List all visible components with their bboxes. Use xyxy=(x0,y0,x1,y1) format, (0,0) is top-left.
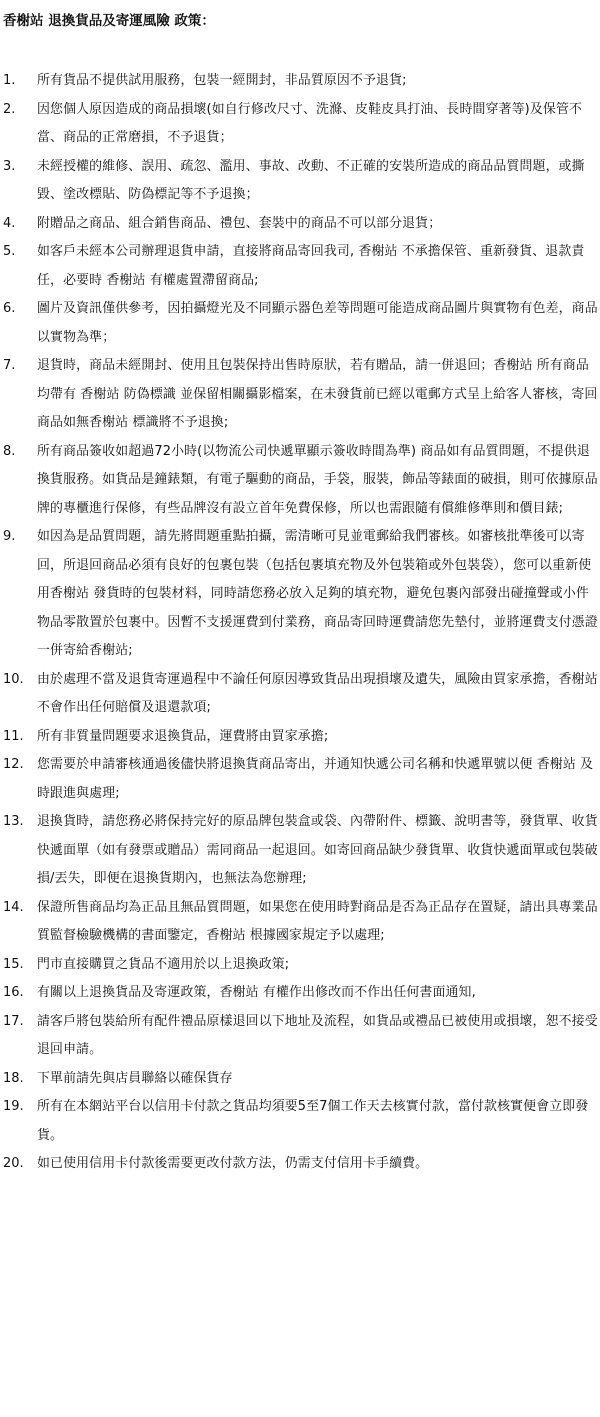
list-item xyxy=(0,979,600,1008)
item-text: 未經授權的維修、誤用、疏忽、濫用、事故、改動、不正確的安裝所造成的商品品質問題，或撕毀、塗改標貼、防偽標記等不予退換； xyxy=(37,158,585,202)
policy-list xyxy=(0,67,600,1179)
item-number: 12. xyxy=(3,757,24,772)
list-item xyxy=(0,894,600,951)
item-text: 退貨時，商品未經開封、使用且包裝保持出售時原狀，若有贈品，請一併退回；香榭站 所有商品均帶有 香榭站 防偽標識 並保留相關攝影檔案，在未發貨前已經以電郵方式呈上給客人審核，寄回商品如無香榭站 標識將不予退換; xyxy=(37,358,598,430)
item-number: 1. xyxy=(3,73,16,88)
item-text: 退換貨時，請您務必將保持完好的原品牌包裝盒或袋、內帶附件、標籤、說明書等，發貨單、收貨快遞面單（如有發票或贈品）需同商品一起退回。如寄回商品缺少發貨單、收貨快遞面單或包裝破損/丟失，即便在退換貨期內，也無法為您辦理; xyxy=(37,814,598,886)
item-text: 如客戶未經本公司辦理退貨申請，直接將商品寄回我司, 香榭站 不承擔保管、重新發貨、退款責任，必要時 香榭站 有權處置滯留商品; xyxy=(37,244,585,288)
item-text: 下單前請先與店員聯絡以確保貨存 xyxy=(37,1070,233,1086)
list-item xyxy=(0,523,600,666)
item-text: 附贈品之商品、組合銷售商品、禮包、套裝中的商品不可以部分退貨； xyxy=(37,215,442,231)
item-number: 15. xyxy=(3,956,24,972)
list-item xyxy=(0,1093,600,1150)
list-item xyxy=(0,238,600,295)
item-number: 10. xyxy=(3,671,24,687)
item-text: 圖片及資訊僅供參考，因拍攝燈光及不同顯示器色差等問題可能造成商品圖片與實物有色差，商品以實物為準； xyxy=(37,301,598,345)
item-text: 所有非質量問題要求退換貨品，運費將由買家承擔; xyxy=(37,728,329,744)
item-number: 2. xyxy=(3,101,16,117)
item-number: 16. xyxy=(3,985,24,1000)
list-item xyxy=(0,666,600,723)
list-item xyxy=(0,295,600,352)
list-item xyxy=(0,210,600,239)
list-item xyxy=(0,808,600,894)
item-text: 請客戶將包裝給所有配件禮品原樣退回以下地址及流程，如貨品或禮品已被使用或損壞，恕不接受退回申請。 xyxy=(37,1013,598,1057)
item-number: 17. xyxy=(3,1013,24,1029)
item-text: 所有在本網站平台以信用卡付款之貨品均須要5至7個工作天去核實付款，當付款核實便會立即發貨。 xyxy=(37,1099,589,1143)
list-item xyxy=(0,153,600,210)
item-number: 20. xyxy=(3,1156,24,1171)
item-number: 13. xyxy=(3,814,24,829)
list-item xyxy=(0,723,600,752)
list-item xyxy=(0,67,600,96)
item-text: 因您個人原因造成的商品損壞(如自行修改尺寸、洗滌、皮鞋皮具打油、長時間穿著等)及保管不當、商品的正常磨損，不予退貨； xyxy=(37,101,583,145)
item-number: 9. xyxy=(3,529,16,544)
list-item xyxy=(0,751,600,808)
item-number: 19. xyxy=(3,1099,24,1114)
item-text: 保證所售商品均為正品且無品質問題，如果您在使用時對商品是否為正品存在置疑，請出具專業品質監督檢驗機構的書面鑒定，香榭站 根據國家規定予以處理; xyxy=(37,899,598,943)
list-item xyxy=(0,1150,600,1179)
item-number: 11. xyxy=(3,728,24,744)
item-number: 5. xyxy=(3,244,16,259)
list-item xyxy=(0,352,600,438)
item-text: 所有貨品不提供試用服務，包裝一經開封，非品質原因不予退貨; xyxy=(37,73,407,88)
item-number: 3. xyxy=(3,158,16,174)
item-text: 您需要於申請審核通過後儘快將退換貨商品寄出，并通知快遞公司名稱和快遞單號以便 香榭站 及時跟進與處理; xyxy=(37,757,594,801)
list-item xyxy=(0,438,600,524)
item-number: 8. xyxy=(3,443,16,459)
item-number: 18. xyxy=(3,1070,24,1086)
item-number: 7. xyxy=(3,358,16,373)
list-item xyxy=(0,951,600,980)
item-number: 6. xyxy=(3,301,16,316)
list-item xyxy=(0,1065,600,1094)
list-item xyxy=(0,96,600,153)
item-text: 由於處理不當及退貨寄運過程中不論任何原因導致貨品出現損壞及遺失，風險由買家承擔，香榭站 不會作出任何賠償及退還款項; xyxy=(37,671,598,715)
item-text: 有關以上退換貨品及寄運政策，香榭站 有權作出修改而不作出任何書面通知, xyxy=(37,985,476,1000)
item-text: 所有商品簽收如超過72小時(以物流公司快遞單顯示簽收時間為準) 商品如有品質問題，不提供退換貨服務。如貨品是鐘錶類，有電子驅動的商品，手袋，服裝，飾品等錶面的破損，則可依據原品牌的專櫃進行保修，有些品牌沒有設立首年免費保修，所以也需跟隨有償維修準則和價目錶; xyxy=(37,443,598,516)
item-text: 門市直接購買之貨品不適用於以上退換政策; xyxy=(37,956,290,972)
item-number: 14. xyxy=(3,899,24,915)
item-number: 4. xyxy=(3,215,16,231)
item-text: 如已使用信用卡付款後需要更改付款方法，仍需支付信用卡手續費。 xyxy=(37,1156,429,1171)
item-text: 如因為是品質問題，請先將問題重點拍攝，需清晰可見並電郵給我們審核。如審核批準後可以寄回，所退回商品必須有良好的包裹包裝（包括包裹填充物及外包裝箱或外包裝袋），您可以重新使用香榭站 發貨時的包裝材料，同時請您務必放入足夠的填充物，避免包裹內部發出碰撞聲或小件物品零散置於包裹中。因暫不支援運費到付業務，商品寄回時運費請您先墊付，並將運費支付憑證一併寄給香榭站; xyxy=(37,529,598,658)
page-title: 香榭站 退換貨品及寄運風險 政策： xyxy=(3,13,215,29)
list-item xyxy=(0,1008,600,1065)
